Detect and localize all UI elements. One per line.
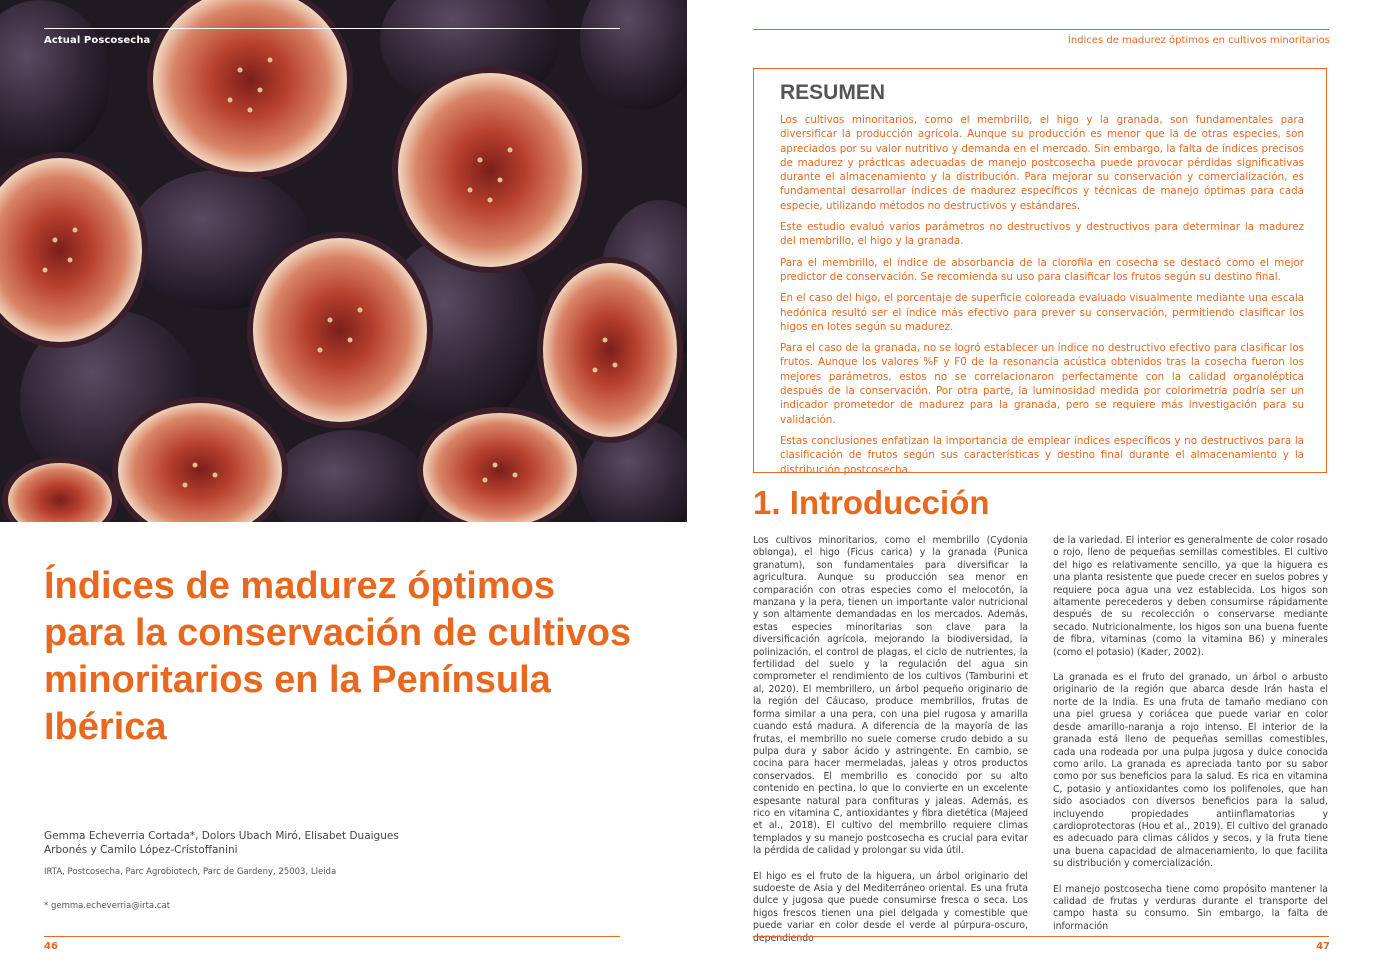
abstract-heading: RESUMEN [780,81,886,104]
body-paragraph: Los cultivos minoritarios, como el membrillo (Cydonia oblonga), el higo (Ficus carica) y la granada (Punica granatum), son fundamentales para diversificar la agricultura. Aunque su producción sea menor en comparación con otras especies como el melocotón, la manzana y la pera, tienen un importante valor nutricional y son altamente demandadas en los mercados. Además, estas especies minoritarias son clave para la diversificación agrícola, mejorando la biodiversidad, la polinización, el control de plagas, el ciclo de nutrientes, la fertilidad del suelo y la regulación del agua sin comprometer el rendimiento de los cultivos (Tamburini et al, 2020). El membrillero, un árbol pequeño originario de la región del Cáucaso, produce membrillos, frutas de forma similar a una pera, con una piel rugosa y amarilla cuando está madura. A diferencia de la mayoría de las frutas, el membrillo no suele comerse crudo debido a su pulpa dura y sabor ácido y astringente. En cambio, se cocina para hacer mermeladas, jaleas y otros productos conservados. El membrillo es conocido por su alto contenido en pectina, lo que lo convierte en un excelente espesante natural para confituras y jaleas. Además, es rico en vitamina C, antioxidantes y fibra dietética (Majeed et al., 2018). El cultivo del membrillo requiere climas templados y su manejo postcosecha es crucial para evitar la pérdida de calidad y prolongar su vida útil. [753,535,1028,857]
body-paragraph: El higo es el fruto de la higuera, un árbol originario del sudoeste de Asia y del Mediterráneo oriental. Es una fruta dulce y jugosa que puede consumirse fresca o seca. Los higos frescos tienen una piel delgada y comestible que puede variar en color desde el verde al púrpura-oscuro, dependiendo [753,870,1028,944]
section-label: Actual Poscosecha [44,35,151,46]
header-rule [44,28,620,29]
fig-photo-illustration [0,0,687,522]
abstract-paragraph: Para el membrillo, el índice de absorbancia de la clorofila en cosecha se destacó como el mejor predictor de conservación. Se recomienda su uso para clasificar los frutos según su destino final. [780,256,1304,283]
abstract-body [780,113,1304,484]
abstract-paragraph: En el caso del higo, el porcentaje de superficie coloreada evaluado visualmente mediante una escala hedónica resultó ser el índice más efectivo para prever su conservación, permitiendo clasificar los higos en lotes según su madurez. [780,292,1304,333]
header-rule [753,29,1329,30]
body-paragraph: de la variedad. El interior es generalmente de color rosado o rojo, lleno de pequeñas semillas comestibles. El cultivo del higo es relativamente sencillo, ya que la higuera es una planta resistente que puede crecer en suelos pobres y requiere poca agua una vez establecida. Los higos son altamente perecederos y deben consumirse rápidamente después de su recolección o conservarse mediante secado. Nutricionalmente, los higos son una buena fuente de fibra, vitaminas (como la vitamina B6) y minerales (como el potasio) (Kader, 2002). [1053,535,1328,658]
article-title: Índices de madurez óptimos para la conservación de cultivos minoritarios en la Península Ibérica [44,565,632,748]
footer-rule [44,936,620,937]
affiliation: IRTA, Postcosecha, Parc Agrobiotech, Parc de Gardeny, 25003, Lleida [44,867,337,877]
abstract-paragraph: Los cultivos minoritarios, como el membrillo, el higo y la granada, son fundamentales para diversificar la producción agrícola. Aunque su producción es menor que la de otras especies, son apreciados por su valor nutritivo y demanda en el mercado. Sin embargo, la falta de índices precisos de madurez y prácticas adecuadas de manejo postcosecha puede provocar pérdidas significativas durante el almacenamiento y la distribución. Para mejorar su conservación y comercialización, es fundamental desarrollar índices de madurez específicos y técnicas de manejo óptimas para cada especie, utilizando métodos no destructivos y estándares. [780,114,1304,212]
fig-photo [0,0,687,522]
abstract-paragraph: Estas conclusiones enfatizan la importancia de emplear índices específicos y no destructivos para la clasificación de frutos según sus características y destino final durante el almacenamiento y la distribución postcosecha. [780,434,1304,476]
section-heading-introduction: 1. Introducción [753,484,990,521]
footer-rule [753,936,1329,937]
text-column-1 [753,535,1028,958]
page-number: 46 [44,941,58,952]
abstract-box [753,68,1327,476]
abstract-paragraph: Para el caso de la granada, no se logró establecer un índice no destructivo efectivo para clasificar los frutos. Aunque los valores %F y F0 de la resonancia acústica obtenidos tras la cosecha fueron los mejores parámetros, estos no se correlacionaron perfectamente con la calidad organoléptica después de la conservación. Por otra parte, la luminosidad medida por colorimetría podría ser un indicador prometedor de madurez para la granada, pero se requiere más investigación para su validación. [780,342,1304,426]
body-paragraph: La granada es el fruto del granado, un árbol o arbusto originario de la región que abarca desde Irán hasta el norte de la India. Es una fruta de tamaño mediano con una piel gruesa y coriácea que puede variar en color desde amarillo-naranja a rojo intenso. El interior de la granada está lleno de pequeñas semillas comestibles, cada una rodeada por una pulpa jugosa y dulce conocida como arilo. La granada es apreciada tanto por su sabor como por sus beneficios para la salud. Es rica en vitamina C, potasio y antioxidantes como los polifenoles, que han sido asociados con diversos beneficios para la salud, incluyendo propiedades antiinflamatorias y cardioprotectoras (Hou et al., 2019). El cultivo del granado es adecuado para climas cálidos y secos, y la fruta tiene una buena capacidad de almacenamiento, lo que facilita su distribución y comercialización. [1053,672,1328,870]
right-page [687,0,1374,974]
text-column-2 [1053,535,1328,946]
body-paragraph: El manejo postcosecha tiene como propósito mantener la calidad de frutas y verduras durante el transporte del campo hasta su consumo. Sin embargo, la falta de información [1053,883,1328,932]
abstract-paragraph: Este estudio evaluó varios parámetros no destructivos y destructivos para determinar la madurez del membrillo, el higo y la granada. [780,221,1304,248]
contact-email[interactable]: * gemma.echeverria@irta.cat [44,901,171,911]
authors: Gemma Echeverria Cortada*, Dolors Ubach Miró, Elisabet Duaigues Arbonés y Camilo López-Cristoffanini [44,830,399,856]
running-title: Índices de madurez óptimos en cultivos minoritarios [1067,35,1330,46]
page-number: 47 [1316,941,1330,952]
